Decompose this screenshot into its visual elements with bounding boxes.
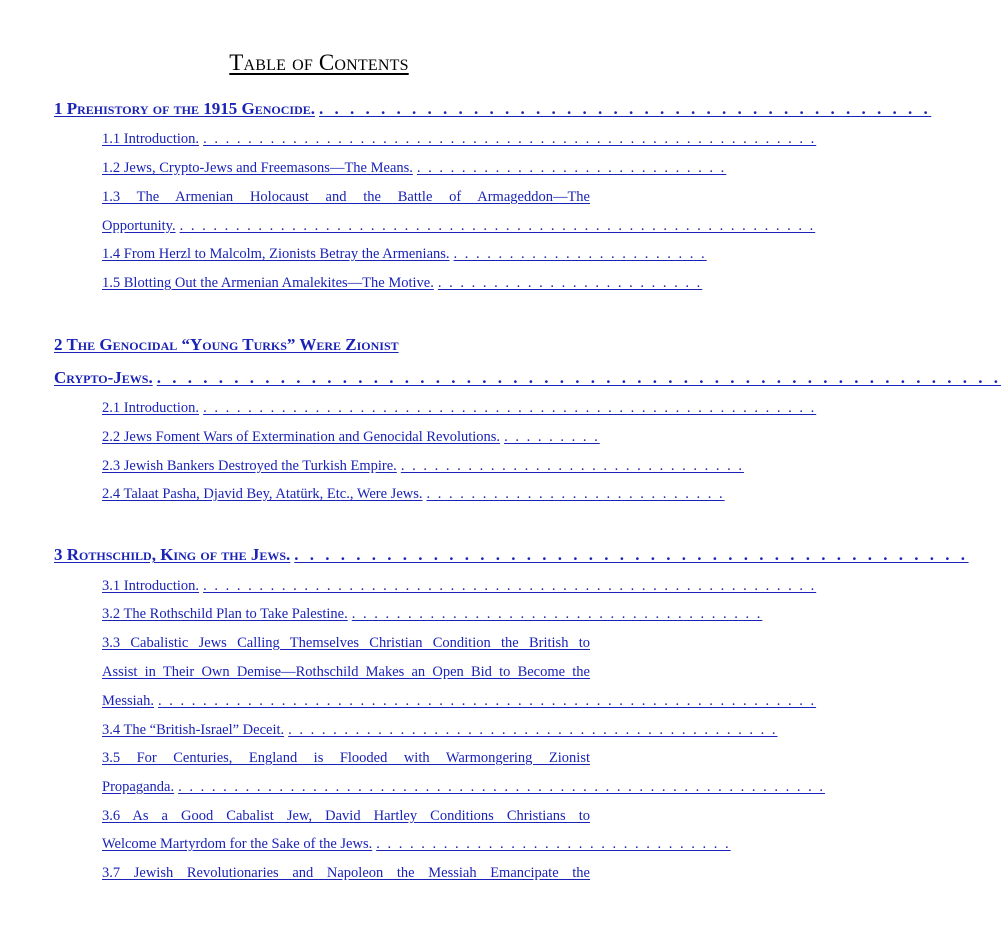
dot-leader: . . . . . . . . . . . . . . . . . . . . . . . . . . . . . . . . . . . . . . . . . . . . . . . . . . . . . . .	[203, 400, 817, 416]
toc-entry-text: 1.1 Introduction.	[102, 131, 200, 147]
toc-entry-text: 1.5 Blotting Out the Armenian Amalekites—The Motive.	[102, 275, 434, 291]
dot-leader: . . . . . . . . . . . . . . . . . . . . . . . . . . . . . . . . . . . . . . . . . . . .	[294, 545, 969, 564]
toc-entry-1-2[interactable]	[102, 160, 727, 177]
toc-entry-text: Welcome Martyrdom for the Sake of the Jews.	[102, 836, 373, 852]
dot-leader: . . . . . . . . .	[504, 429, 600, 445]
toc-entry-text: 3.1 Introduction.	[102, 578, 200, 594]
toc-entry-text: Opportunity.	[102, 218, 176, 234]
toc-entry-2-1[interactable]	[102, 400, 817, 417]
dot-leader: . . . . . . . . . . . . . . . . . . . . . . . .	[437, 275, 703, 291]
toc-entry-text: 2.2 Jews Foment Wars of Extermination and Genocidal Revolutions.	[102, 429, 501, 445]
dot-leader: . . . . . . . . . . . . . . . . . . . . . . . . . . . . . . . . . . . . .	[351, 606, 763, 622]
toc-entry-chapter-3[interactable]	[54, 545, 969, 565]
toc-entry-1-1[interactable]	[102, 131, 817, 148]
toc-entry-text: 2.4 Talaat Pasha, Djavid Bey, Atatürk, Etc., Were Jews.	[102, 486, 423, 502]
toc-entry-text: 3.7 Jewish Revolutionaries and Napoleon the Messiah Emancipate the	[102, 865, 590, 881]
toc-entry-2-2[interactable]	[102, 429, 600, 446]
dot-leader: . . . . . . . . . . . . . . . . . . . . . . . . . . . . . . .	[400, 458, 744, 474]
toc-entry-3-6-cont[interactable]	[102, 836, 731, 853]
toc-entry-2-3[interactable]	[102, 458, 744, 475]
toc-entry-text: 3 Rothschild, King of the Jews.	[54, 545, 291, 564]
dot-leader: . . . . . . . . . . . . . . . . . . . . . . . . . . . . . . . . . . . . . . . . . . . .	[288, 722, 778, 738]
dot-leader: . . . . . . . . . . . . . . . . . . . . . . . . . . . . . . . . . . . . . . . . . . . . . . . . . . . . . . .	[203, 131, 817, 147]
toc-entry-3-5-cont[interactable]	[102, 779, 825, 796]
toc-entry-text: Messiah.	[102, 693, 154, 709]
toc-entry-text: 3.6 As a Good Cabalist Jew, David Hartley Conditions Christians to	[102, 808, 590, 824]
dot-leader: . . . . . . . . . . . . . . . . . . . . . . . . . . . . . . . .	[376, 836, 731, 852]
toc-entry-3-5[interactable]	[102, 750, 590, 767]
toc-entry-text: Propaganda.	[102, 779, 175, 795]
toc-entry-1-4[interactable]	[102, 246, 707, 263]
toc-entry-chapter-2-cont[interactable]	[54, 368, 1001, 388]
toc-entry-text: 3.4 The “British-Israel” Deceit.	[102, 722, 285, 738]
toc-entry-text: Assist in Their Own Demise—Rothschild Makes an Open Bid to Become the	[102, 664, 590, 680]
toc-entry-3-1[interactable]	[102, 578, 817, 595]
toc-entry-text: Crypto-Jews.	[54, 368, 153, 387]
toc-entry-text: 3.5 For Centuries, England is Flooded with Warmongering Zionist	[102, 750, 590, 766]
toc-entry-text: 1.2 Jews, Crypto-Jews and Freemasons—The Means.	[102, 160, 413, 176]
dot-leader: . . . . . . . . . . . . . . . . . . . . . . . . . . . . . . . . . . . . . . . . . . . . . . . . . . . . . . .	[156, 368, 1001, 387]
toc-entry-1-5[interactable]	[102, 275, 703, 292]
toc-entry-3-7[interactable]	[102, 865, 590, 882]
toc-entry-3-3[interactable]	[102, 635, 590, 652]
toc-entry-text: 1 Prehistory of the 1915 Genocide.	[54, 99, 316, 118]
dot-leader: . . . . . . . . . . . . . . . . . . . . . . . . . . . . . . . . . . . . . . . . . . . . . . . . . . . . . . .	[203, 578, 817, 594]
toc-entry-2-4[interactable]	[102, 486, 725, 503]
dot-leader: . . . . . . . . . . . . . . . . . . . . . . .	[453, 246, 707, 262]
toc-entry-3-3-end[interactable]	[102, 693, 817, 710]
dot-leader: . . . . . . . . . . . . . . . . . . . . . . . . . . . . . . . . . . . . . . . . . . . . . . . . . . . . . . . . . .	[178, 779, 825, 795]
toc-entry-3-3-cont[interactable]	[102, 664, 590, 681]
toc-title: Table of Contents	[229, 50, 409, 75]
toc-entry-3-4[interactable]	[102, 722, 778, 739]
toc-entry-1-3-cont[interactable]	[102, 218, 816, 235]
toc-entry-1-3[interactable]	[102, 189, 590, 206]
toc-entry-chapter-1[interactable]	[54, 99, 932, 119]
dot-leader: . . . . . . . . . . . . . . . . . . . . . . . . . . . . . . . . . . . . . . . . . . . . . . . . . . . . . . . . . . .	[157, 693, 817, 709]
toc-entry-text: 3.2 The Rothschild Plan to Take Palestine.	[102, 606, 348, 622]
toc-entry-text: 2 The Genocidal “Young Turks” Were Zionist	[54, 335, 399, 354]
dot-leader: . . . . . . . . . . . . . . . . . . . . . . . . . . . . . . . . . . . . . . . .	[319, 99, 932, 118]
toc-entry-chapter-2[interactable]	[54, 335, 591, 355]
toc-entry-text: 3.3 Cabalistic Jews Calling Themselves Christian Condition the British to	[102, 635, 590, 651]
dot-leader: . . . . . . . . . . . . . . . . . . . . . . . . . . .	[426, 486, 725, 502]
toc-entry-3-2[interactable]	[102, 606, 763, 623]
dot-leader: . . . . . . . . . . . . . . . . . . . . . . . . . . . .	[416, 160, 727, 176]
toc-entry-text: 2.1 Introduction.	[102, 400, 200, 416]
toc-entry-text: 2.3 Jewish Bankers Destroyed the Turkish Empire.	[102, 458, 397, 474]
toc-entry-3-6[interactable]	[102, 808, 590, 825]
dot-leader: . . . . . . . . . . . . . . . . . . . . . . . . . . . . . . . . . . . . . . . . . . . . . . . . . . . . . . . . .	[179, 218, 816, 234]
toc-entry-text: 1.3 The Armenian Holocaust and the Battle of Armageddon—The	[102, 189, 590, 205]
toc-entry-text: 1.4 From Herzl to Malcolm, Zionists Betray the Armenians.	[102, 246, 450, 262]
